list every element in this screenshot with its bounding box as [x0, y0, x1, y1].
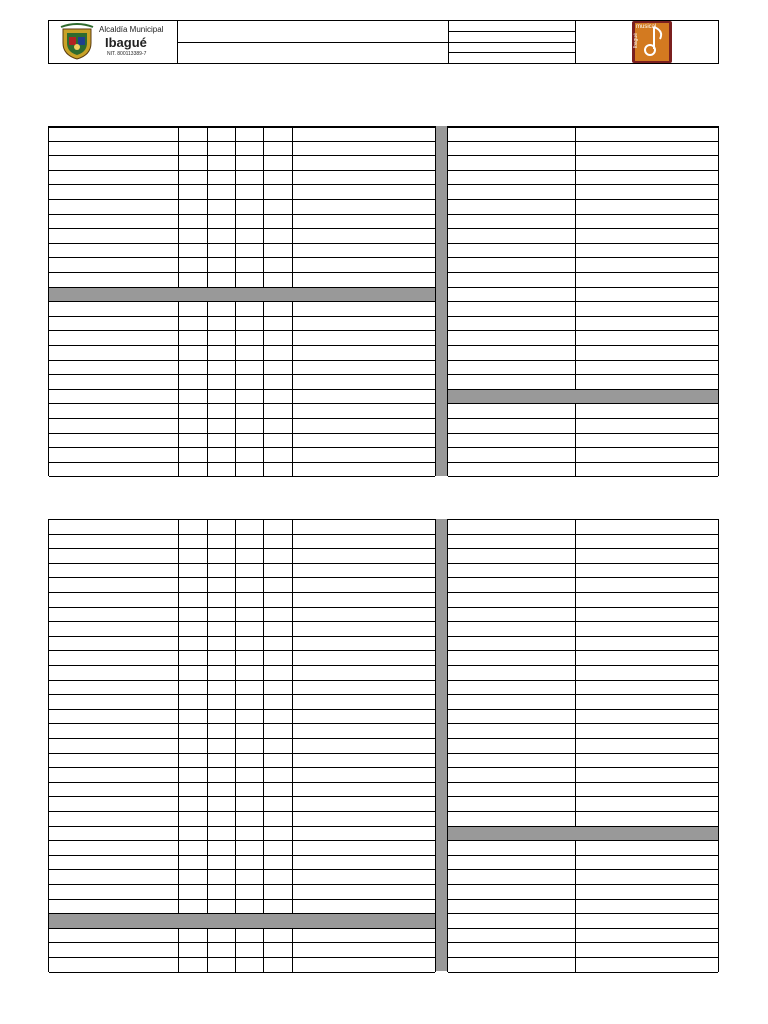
alcaldia-logo	[59, 23, 174, 61]
table-row[interactable]	[49, 738, 435, 739]
table-row[interactable]	[448, 301, 718, 302]
table-row[interactable]	[49, 709, 435, 710]
table-row[interactable]	[448, 972, 718, 973]
table-row[interactable]	[49, 957, 435, 958]
column-divider	[263, 519, 264, 972]
table-row[interactable]	[49, 403, 435, 404]
table-row[interactable]	[49, 636, 435, 637]
table-row[interactable]	[49, 723, 435, 724]
table-row[interactable]	[49, 476, 435, 477]
table-row[interactable]	[448, 855, 718, 856]
table-row[interactable]	[448, 316, 718, 317]
table-row[interactable]	[49, 519, 435, 520]
table-row[interactable]	[49, 301, 435, 302]
table-row[interactable]	[49, 680, 435, 681]
top-divider-gutter	[436, 126, 447, 476]
musical-logo	[632, 21, 672, 63]
table-row[interactable]	[49, 767, 435, 768]
table-row[interactable]	[49, 389, 435, 390]
table-row[interactable]	[448, 199, 718, 200]
table-row[interactable]	[448, 957, 718, 958]
table-row[interactable]	[49, 811, 435, 812]
table-row[interactable]	[49, 330, 435, 331]
table-row[interactable]	[448, 403, 718, 404]
table-row[interactable]	[448, 782, 718, 783]
table-row[interactable]	[49, 199, 435, 200]
column-divider	[207, 519, 208, 972]
table-row[interactable]	[49, 184, 435, 185]
table-row[interactable]	[448, 826, 718, 827]
table-row[interactable]	[448, 680, 718, 681]
table-row[interactable]	[448, 767, 718, 768]
table-row[interactable]	[448, 811, 718, 812]
table-row[interactable]	[49, 694, 435, 695]
table-row[interactable]	[49, 374, 435, 375]
table-row[interactable]	[49, 243, 435, 244]
table-row[interactable]	[448, 462, 718, 463]
bottom-divider-gutter	[436, 519, 447, 971]
table-row[interactable]	[49, 360, 435, 361]
table-row[interactable]	[448, 577, 718, 578]
top-left-table	[48, 126, 436, 476]
table-row[interactable]	[448, 476, 718, 477]
table-row[interactable]	[448, 796, 718, 797]
table-row[interactable]	[448, 214, 718, 215]
table-row[interactable]	[49, 272, 435, 273]
table-row[interactable]	[49, 607, 435, 608]
section-band	[49, 287, 435, 302]
table-row[interactable]	[448, 141, 718, 142]
table-row[interactable]	[49, 650, 435, 651]
top-right-table	[447, 126, 719, 476]
table-row[interactable]	[49, 796, 435, 797]
table-row[interactable]	[49, 855, 435, 856]
table-row[interactable]	[448, 184, 718, 185]
institution-name: Alcaldía Municipal	[99, 25, 164, 34]
table-row[interactable]	[448, 840, 718, 841]
section-band	[49, 913, 435, 928]
table-row[interactable]	[448, 563, 718, 564]
city-name: Ibagué	[105, 35, 147, 50]
table-row[interactable]	[49, 972, 435, 973]
bottom-left-table	[48, 519, 436, 972]
table-row[interactable]	[49, 869, 435, 870]
table-row[interactable]	[448, 869, 718, 870]
table-row[interactable]	[448, 126, 718, 128]
nit-number: NIT. 800113389-7	[107, 51, 147, 57]
table-row[interactable]	[448, 913, 718, 914]
table-row[interactable]	[49, 913, 435, 914]
section-band	[448, 389, 718, 404]
table-row[interactable]	[49, 287, 435, 288]
table-row[interactable]	[448, 257, 718, 258]
table-row[interactable]	[49, 665, 435, 666]
table-row[interactable]	[448, 621, 718, 622]
musical-brand: musical	[636, 24, 657, 30]
form-header	[48, 20, 719, 64]
table-row[interactable]	[49, 534, 435, 535]
table-row[interactable]	[49, 753, 435, 754]
table-row[interactable]	[448, 272, 718, 273]
table-row[interactable]	[49, 884, 435, 885]
column-divider	[292, 519, 293, 972]
table-row[interactable]	[49, 418, 435, 419]
table-row[interactable]	[448, 170, 718, 171]
table-row[interactable]	[448, 753, 718, 754]
table-row[interactable]	[448, 228, 718, 229]
table-row[interactable]	[448, 418, 718, 419]
table-row[interactable]	[49, 592, 435, 593]
column-divider	[235, 519, 236, 972]
table-row[interactable]	[448, 884, 718, 885]
table-row[interactable]	[49, 826, 435, 827]
table-row[interactable]	[49, 214, 435, 215]
table-row[interactable]	[49, 316, 435, 317]
table-row[interactable]	[448, 738, 718, 739]
section-band	[448, 826, 718, 841]
table-row[interactable]	[49, 447, 435, 448]
table-row[interactable]	[49, 942, 435, 943]
table-row[interactable]	[49, 170, 435, 171]
table-row[interactable]	[49, 899, 435, 900]
table-row[interactable]	[448, 636, 718, 637]
table-row[interactable]	[49, 577, 435, 578]
table-row[interactable]	[448, 345, 718, 346]
table-row[interactable]	[49, 782, 435, 783]
table-row[interactable]	[448, 374, 718, 375]
table-row[interactable]	[49, 228, 435, 229]
table-row[interactable]	[448, 330, 718, 331]
table-row[interactable]	[448, 694, 718, 695]
table-row[interactable]	[448, 519, 718, 520]
table-row[interactable]	[448, 650, 718, 651]
table-row[interactable]	[448, 665, 718, 666]
table-row[interactable]	[448, 942, 718, 943]
table-row[interactable]	[448, 548, 718, 549]
table-row[interactable]	[448, 433, 718, 434]
table-row[interactable]	[49, 563, 435, 564]
musical-brand-side: Ibagué	[633, 33, 639, 49]
table-row[interactable]	[49, 621, 435, 622]
table-row[interactable]	[49, 433, 435, 434]
table-row[interactable]	[448, 723, 718, 724]
table-row[interactable]	[49, 257, 435, 258]
bottom-right-table	[447, 519, 719, 972]
table-row[interactable]	[49, 840, 435, 841]
table-row[interactable]	[448, 287, 718, 288]
table-row[interactable]	[448, 899, 718, 900]
column-divider	[575, 519, 576, 972]
table-row[interactable]	[448, 447, 718, 448]
table-row[interactable]	[448, 155, 718, 156]
table-row[interactable]	[448, 607, 718, 608]
table-row[interactable]	[49, 141, 435, 142]
table-row[interactable]	[448, 592, 718, 593]
table-row[interactable]	[448, 928, 718, 929]
column-divider	[178, 519, 179, 972]
table-row[interactable]	[49, 155, 435, 156]
coat-of-arms-icon	[59, 23, 95, 61]
table-row[interactable]	[448, 243, 718, 244]
table-row[interactable]	[448, 709, 718, 710]
table-row[interactable]	[49, 345, 435, 346]
table-row[interactable]	[49, 548, 435, 549]
table-row[interactable]	[49, 126, 435, 128]
table-row[interactable]	[49, 928, 435, 929]
table-row[interactable]	[49, 462, 435, 463]
table-row[interactable]	[448, 389, 718, 390]
table-row[interactable]	[448, 534, 718, 535]
table-row[interactable]	[448, 360, 718, 361]
